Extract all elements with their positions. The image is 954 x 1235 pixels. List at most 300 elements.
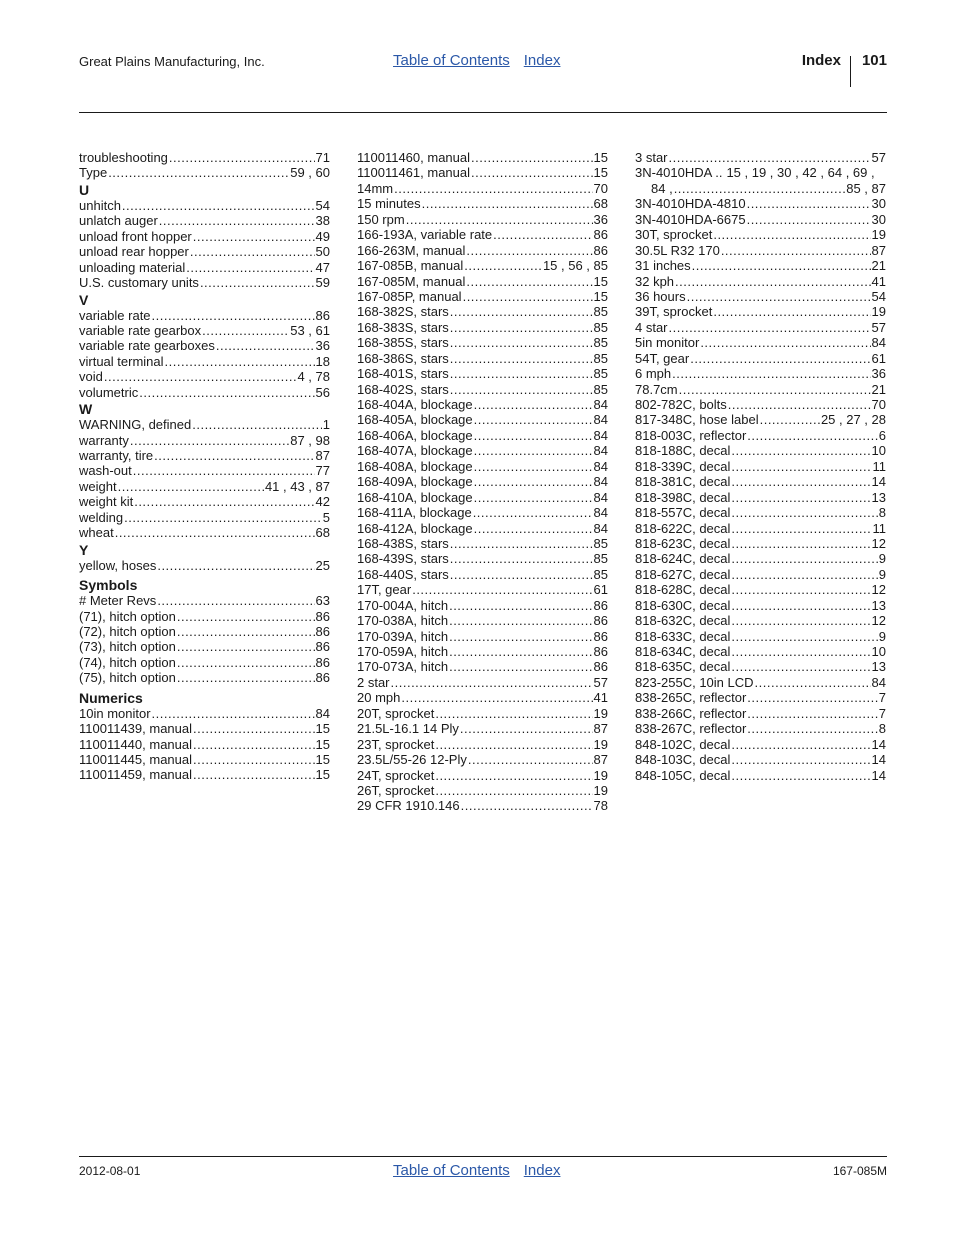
index-page-numbers[interactable]: 86 [315,639,330,655]
index-page-numbers[interactable]: 15 [315,752,330,767]
dot-leader [450,304,593,319]
index-entry[interactable] [357,706,608,721]
index-page-numbers[interactable]: 10 [871,644,886,659]
index-page-numbers[interactable]: 57 [871,319,886,335]
index-column-3 [635,150,886,783]
index-page-numbers[interactable]: 42 [315,494,330,510]
index-entry[interactable] [635,459,886,474]
index-entry[interactable] [635,490,886,505]
index-term: unhitch [79,197,121,213]
index-page-numbers[interactable]: 84 [315,705,330,721]
index-column-1 [79,150,330,783]
company-name: Great Plains Manufacturing, Inc. [79,54,265,69]
index-page-numbers[interactable]: 8 [878,721,886,737]
index-page-numbers[interactable]: 15 [593,150,608,165]
index-page-numbers[interactable]: 85 [593,381,608,397]
index-page-numbers[interactable]: 61 [871,350,886,366]
index-page-numbers[interactable]: 86 [593,659,608,675]
index-entry[interactable] [357,397,608,412]
index-term: 167-085P, manual [357,288,462,304]
index-page-numbers[interactable]: 14 [871,474,886,490]
dot-leader [692,258,871,273]
index-page-numbers[interactable]: 84 [593,489,608,505]
index-page-numbers[interactable]: 59 [315,275,330,291]
index-entry[interactable] [635,258,886,273]
index-entry[interactable] [635,243,886,258]
index-entry[interactable] [79,767,330,782]
index-entry[interactable] [635,737,886,752]
index-page-numbers[interactable]: 50 [315,244,330,260]
index-page-numbers[interactable]: 9 [878,551,886,567]
index-entry[interactable] [357,752,608,767]
index-entry[interactable] [79,558,330,573]
index-entry[interactable] [357,551,608,566]
index-entry[interactable] [635,289,886,304]
index-page-numbers[interactable]: 19 [871,304,886,320]
index-page-numbers[interactable]: 86 [315,608,330,624]
index-term: U.S. customary units [79,275,199,291]
index-entry[interactable] [357,428,608,443]
index-page-numbers[interactable]: 11 [872,458,886,474]
dot-leader [193,721,315,736]
index-page-numbers[interactable]: 6 [878,427,886,443]
index-entry[interactable] [635,690,886,705]
index-term: 168-382S, stars [357,304,449,320]
index-entry[interactable] [357,629,608,644]
index-link[interactable]: Index [523,1162,561,1179]
index-term: variable rate gearbox [79,322,202,338]
index-page-numbers[interactable]: 84 [593,397,608,412]
index-entry[interactable] [79,706,330,721]
index-entry[interactable] [79,670,330,685]
index-entry[interactable] [357,474,608,489]
index-entry[interactable] [357,613,608,628]
index-entry[interactable] [357,335,608,350]
index-page-numbers[interactable]: 84 [593,505,608,521]
index-term: yellow, hoses [79,557,157,573]
dot-leader [422,196,593,211]
index-page-numbers[interactable]: 13 [871,489,886,505]
index-entry[interactable] [79,260,330,275]
index-page-numbers[interactable]: 87 [871,242,886,258]
table-of-contents-link[interactable]: Table of Contents [393,1162,510,1179]
index-entry[interactable] [635,412,886,427]
index-term: 168-386S, stars [357,350,449,366]
dot-leader [450,335,593,350]
index-term: 802-782C, bolts [635,397,727,412]
index-page-numbers[interactable]: 15 [315,767,330,783]
index-page-numbers[interactable]: 87 [593,752,608,768]
index-page-numbers[interactable]: 19 [871,227,886,243]
index-entry[interactable] [357,258,608,273]
index-page-numbers[interactable]: 12 [871,613,886,629]
index-entry[interactable] [79,624,330,639]
index-page-numbers[interactable]: 38 [315,213,330,229]
index-term: unloading material [79,259,186,275]
index-page-numbers[interactable]: 7 [878,690,886,706]
dot-leader [471,165,593,180]
index-entry[interactable] [635,598,886,613]
index-entry[interactable] [79,525,330,540]
index-term: 818-630C, decal [635,597,731,613]
index-page-numbers[interactable]: 70 [593,180,608,196]
index-page-numbers[interactable]: 86 [593,628,608,644]
index-entry[interactable] [357,304,608,319]
index-entry[interactable] [357,490,608,505]
index-page-numbers[interactable]: 78 [593,798,608,814]
index-term: 848-103C, decal [635,752,731,768]
index-page-numbers[interactable]: 87 [315,448,330,463]
index-entry[interactable] [635,212,886,227]
index-entry[interactable] [357,150,608,165]
index-entry[interactable] [635,721,886,736]
dot-leader [731,752,870,767]
index-page-numbers[interactable]: 15 [593,273,608,289]
index-entry[interactable] [357,783,608,798]
dot-leader [450,536,593,551]
index-page-numbers[interactable]: 86 [315,623,330,639]
index-term: 818-634C, decal [635,644,731,659]
index-entry[interactable] [79,417,330,432]
index-page-numbers[interactable]: 85 , 87 [846,180,886,196]
index-page-numbers[interactable]: 9 [878,566,886,582]
index-term: warranty [79,432,129,448]
index-page-numbers[interactable]: 12 [871,582,886,598]
index-page-numbers[interactable]: 61 [593,582,608,598]
index-page-numbers[interactable]: 84 [593,474,608,490]
index-page-numbers[interactable]: 84 [593,427,608,443]
index-page-numbers[interactable]: 84 [871,335,886,351]
index-page-numbers[interactable]: 10 [871,443,886,459]
index-page-numbers[interactable]: 85 [593,304,608,320]
index-entry[interactable] [357,243,608,258]
index-term: 23T, sprocket [357,736,435,752]
index-page-numbers[interactable]: 36 [315,338,330,354]
index-entry[interactable] [357,536,608,551]
index-page-numbers[interactable]: 71 [315,150,330,165]
index-entry[interactable] [357,459,608,474]
index-entry[interactable] [79,275,330,290]
index-entry[interactable] [357,351,608,366]
index-term: 24T, sprocket [357,767,435,783]
index-entry[interactable] [635,629,886,644]
index-entry[interactable] [357,690,608,705]
index-entry[interactable] [357,675,608,690]
index-page-numbers[interactable]: 85 [593,335,608,351]
index-entry[interactable] [79,198,330,213]
index-entry[interactable] [79,593,330,608]
index-entry[interactable] [357,582,608,597]
index-entry[interactable] [635,443,886,458]
index-entry[interactable] [79,510,330,525]
index-page-numbers[interactable]: 41 , 43 , 87 [264,478,330,494]
index-entry[interactable] [635,474,886,489]
index-term: 32 kph [635,273,675,289]
index-entry[interactable] [79,213,330,228]
dot-leader [747,428,877,443]
dot-leader [177,609,315,624]
index-term: 3N-4010HDA-6675 [635,211,746,227]
index-page-numbers[interactable]: 19 [593,767,608,783]
index-page-numbers[interactable]: 41 [593,690,608,706]
index-page-numbers[interactable]: 84 [593,458,608,474]
index-entry[interactable] [635,351,886,366]
index-page-numbers[interactable]: 84 [593,412,608,428]
index-entry[interactable] [79,433,330,448]
index-page-numbers[interactable]: 41 [871,273,886,289]
index-entry[interactable] [79,244,330,259]
index-page-numbers[interactable]: 84 [593,520,608,536]
index-page-numbers[interactable]: 84 [593,443,608,459]
index-page-numbers[interactable]: 9 [878,628,886,644]
index-letter-heading: U [79,181,90,198]
index-page-numbers[interactable]: 19 [593,736,608,752]
index-entry[interactable] [357,274,608,289]
index-term: 168-404A, blockage [357,397,473,412]
dot-leader [474,459,593,474]
index-page-numbers[interactable]: 15 [315,721,330,737]
index-page-numbers[interactable]: 36 [871,366,886,382]
index-page-numbers[interactable]: 85 [593,535,608,551]
dot-leader [154,448,314,463]
index-term: 168-385S, stars [357,335,449,351]
index-entry[interactable] [79,229,330,244]
index-entry[interactable] [79,609,330,624]
index-entry[interactable] [357,598,608,613]
index-entry[interactable] [635,567,886,582]
index-page-numbers[interactable]: 54 [315,197,330,213]
index-page-numbers[interactable]: 14 [871,752,886,768]
index-page-numbers[interactable]: 53 , 61 [290,322,330,338]
index-page-numbers[interactable]: 19 [593,705,608,721]
dot-leader [157,593,314,608]
index-entry[interactable] [79,463,330,478]
index-entry[interactable] [635,227,886,242]
index-page-numbers[interactable]: 85 [593,319,608,335]
index-page-numbers[interactable]: 86 [593,242,608,258]
index-page-numbers[interactable]: 36 [593,211,608,227]
index-entry[interactable] [635,150,886,165]
index-entry[interactable] [635,335,886,350]
index-term: 166-263M, manual [357,242,466,258]
index-page-numbers[interactable]: 19 [593,782,608,798]
index-page-numbers[interactable]: 86 [593,227,608,243]
index-entry[interactable] [79,494,330,509]
index-page-numbers[interactable]: 30 [871,211,886,227]
index-entry[interactable] [357,196,608,211]
index-entry[interactable] [79,721,330,736]
index-page-numbers[interactable]: 15 [593,165,608,181]
index-column-2 [357,150,608,814]
table-of-contents-link[interactable]: Table of Contents [393,52,510,69]
index-entry[interactable] [635,613,886,628]
index-entry[interactable] [635,536,886,551]
index-page-numbers[interactable]: 13 [871,597,886,613]
dot-leader [122,198,315,213]
index-entry[interactable] [79,639,330,654]
index-page-numbers[interactable]: 86 [315,670,330,686]
index-entry[interactable] [79,737,330,752]
index-entry[interactable] [357,737,608,752]
index-page-numbers[interactable]: 70 [871,397,886,412]
index-entry[interactable] [357,721,608,736]
index-entry[interactable] [635,397,886,412]
index-entry[interactable] [79,752,330,767]
index-entry[interactable] [635,675,886,690]
index-entry[interactable] [635,706,886,721]
index-page-numbers[interactable]: 15 [593,288,608,304]
index-page-numbers[interactable]: 57 [871,150,886,165]
index-term: 17T, gear [357,582,412,598]
index-entry[interactable] [357,768,608,783]
footer-nav [393,1162,560,1179]
index-page-numbers[interactable]: 15 [315,736,330,752]
index-page-numbers[interactable]: 25 , 27 , 28 [820,412,886,428]
index-page-numbers[interactable]: 15 , 56 , 85 [542,258,608,274]
index-entry[interactable] [635,505,886,520]
index-section-heading: Numerics [79,689,143,706]
dot-leader [468,752,593,767]
index-page-numbers[interactable]: 13 [871,659,886,675]
index-entry[interactable] [635,551,886,566]
index-term: 20 mph [357,690,401,706]
index-page-numbers[interactable]: 12 [871,535,886,551]
index-entry[interactable] [635,165,886,180]
index-entry[interactable] [635,752,886,767]
index-entry[interactable] [357,443,608,458]
dot-leader [450,366,593,381]
index-entry[interactable] [357,382,608,397]
index-entry[interactable] [635,181,886,196]
index-entry[interactable] [357,165,608,180]
index-page-numbers[interactable]: 86 [315,307,330,323]
index-term: 848-102C, decal [635,736,731,752]
index-page-numbers[interactable]: 54 [871,288,886,304]
index-entry[interactable] [79,479,330,494]
dot-leader [700,335,870,350]
index-entry[interactable] [635,366,886,381]
dot-leader [474,521,593,536]
index-entry[interactable] [635,521,886,536]
index-page-numbers[interactable]: 8 [878,505,886,521]
index-page-numbers[interactable]: 21 [871,258,886,274]
index-page-numbers[interactable]: 84 [871,674,886,690]
index-page-numbers[interactable]: 87 , 98 [290,432,330,448]
index-entry[interactable] [79,323,330,338]
index-page-numbers[interactable]: 85 [593,350,608,366]
index-page-numbers[interactable]: 86 [593,644,608,659]
index-entry[interactable] [79,338,330,353]
index-entry[interactable] [357,505,608,520]
index-entry[interactable] [635,428,886,443]
index-entry[interactable] [635,582,886,597]
index-page-numbers[interactable]: 86 [315,654,330,670]
index-entry[interactable] [357,366,608,381]
index-entry[interactable] [635,644,886,659]
index-page-numbers[interactable]: 7 [878,705,886,721]
index-term: 838-265C, reflector [635,690,747,706]
index-page-numbers[interactable]: 15 , 19 , 30 , 42 , 64 , 69 , [726,165,875,181]
index-entry[interactable] [79,448,330,463]
index-page-numbers[interactable]: 30 [871,196,886,212]
index-term: unload rear hopper [79,244,189,260]
index-entry[interactable] [635,320,886,335]
dot-leader [133,463,315,478]
index-entry[interactable] [79,354,330,369]
index-page-numbers[interactable]: 68 [593,196,608,212]
index-page-numbers[interactable]: 85 [593,566,608,582]
index-entry[interactable] [357,227,608,242]
index-entry[interactable] [357,181,608,196]
index-entry[interactable] [357,320,608,335]
index-page-numbers[interactable]: 11 [872,520,886,536]
index-page-numbers[interactable]: 87 [593,721,608,737]
index-entry[interactable] [635,382,886,397]
index-page-numbers[interactable]: 21 [871,381,886,397]
dot-leader [731,459,871,474]
dot-leader [200,275,315,290]
index-page-numbers[interactable]: 56 [315,384,330,400]
index-entry[interactable] [635,196,886,211]
index-page-numbers[interactable]: 14 [871,736,886,752]
index-link[interactable]: Index [523,52,561,69]
index-entry[interactable] [79,369,330,384]
index-term: 168-383S, stars [357,319,449,335]
index-entry[interactable] [635,304,886,319]
index-page-numbers[interactable]: 18 [315,353,330,369]
index-page-numbers[interactable]: 25 [315,557,330,573]
index-entry[interactable] [79,165,330,180]
index-entry[interactable] [635,768,886,783]
index-page-numbers[interactable]: 77 [315,463,330,479]
index-entry[interactable] [79,150,330,165]
index-entry[interactable] [357,289,608,304]
index-term: 818-188C, decal [635,443,731,459]
index-page-numbers[interactable]: 85 [593,551,608,567]
index-entry[interactable] [79,385,330,400]
dot-leader [193,767,315,782]
index-entry[interactable] [357,567,608,582]
index-page-numbers[interactable]: 57 [593,674,608,690]
index-term: 818-339C, decal [635,458,731,474]
index-page-numbers[interactable]: 47 [315,259,330,275]
index-page-numbers[interactable]: 59 , 60 [290,165,330,181]
index-entry[interactable] [635,274,886,289]
index-entry[interactable] [635,659,886,674]
index-entry[interactable] [357,798,608,813]
index-page-numbers[interactable]: 63 [315,593,330,609]
index-entry[interactable] [79,308,330,323]
index-page-numbers[interactable]: 86 [593,613,608,629]
index-entry[interactable] [357,212,608,227]
index-entry[interactable] [357,412,608,427]
index-page-numbers[interactable]: 85 [593,366,608,382]
index-entry[interactable] [357,659,608,674]
index-entry[interactable] [357,644,608,659]
index-page-numbers[interactable]: 49 [315,228,330,244]
index-page-numbers[interactable]: 14 [871,767,886,783]
index-entry[interactable] [357,521,608,536]
index-page-numbers[interactable]: 4 , 78 [297,369,330,385]
index-entry[interactable] [79,655,330,670]
dot-leader [104,369,297,384]
index-page-numbers[interactable]: 86 [593,597,608,613]
index-term: Type [79,165,108,181]
index-page-numbers[interactable]: 1 [322,417,330,433]
index-page-numbers[interactable]: 68 [315,525,330,541]
dot-leader [731,598,870,613]
index-page-numbers[interactable]: 5 [322,509,330,525]
